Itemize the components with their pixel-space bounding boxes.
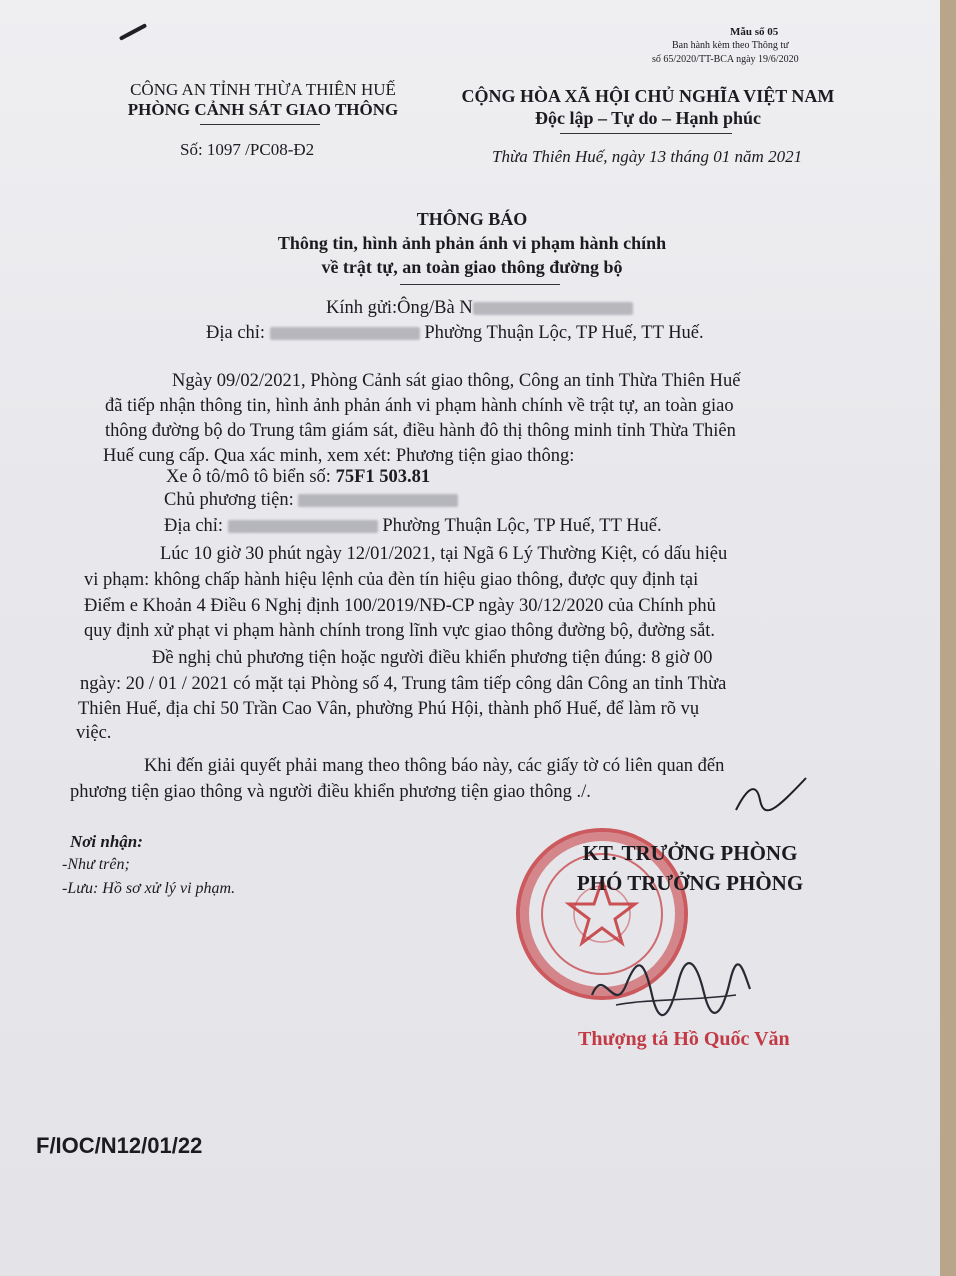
initial-mark [726, 770, 816, 820]
redacted-owner [298, 494, 458, 507]
footer-code: F/IOC/N12/01/22 [36, 1133, 203, 1158]
agency-line-1: CÔNG AN TỈNH THỪA THIÊN HUẾ [130, 80, 396, 99]
signature-block [540, 838, 840, 898]
recipient-item-1: -Như trên; [62, 856, 130, 873]
owner-address-line [164, 516, 662, 537]
pen-mark [119, 23, 147, 41]
body-p1-line-2: đã tiếp nhận thông tin, hình ảnh phản ánh vi phạm hành chính về trật tự, an toàn giao [105, 396, 734, 416]
title-underline [400, 284, 560, 285]
plate-label: Xe ô tô/mô tô biển số: [166, 467, 336, 487]
body-p2-line-2: vi phạm: không chấp hành hiệu lệnh của đèn tín hiệu giao thông, được quy định tại [84, 570, 699, 590]
agency-underline [200, 124, 320, 125]
country-line-1: CỘNG HÒA XÃ HỘI CHỦ NGHĨA VIỆT NAM [461, 86, 835, 106]
title-sub-2: về trật tự, an toàn giao thông đường bộ [321, 257, 623, 277]
owner-address-label: Địa chỉ: [164, 516, 224, 536]
form-number: Mẫu số 05 [730, 26, 779, 38]
addressee-address [206, 323, 704, 344]
agency-line-2: PHÒNG CẢNH SÁT GIAO THÔNG [127, 100, 399, 119]
redacted-address [270, 327, 420, 340]
body-p3-line-1: Đề nghị chủ phương tiện hoặc người điều khiển phương tiện đúng: 8 giờ 00 [152, 648, 713, 668]
body-p3-line-4: việc. [76, 723, 112, 743]
signature-title-2: PHÓ TRƯỞNG PHÒNG [576, 871, 804, 895]
address-tail: Phường Thuận Lộc, TP Huế, TT Huế. [424, 323, 704, 343]
owner-address-tail: Phường Thuận Lộc, TP Huế, TT Huế. [382, 516, 662, 536]
body-p1-line-4: Huế cung cấp. Qua xác minh, xem xét: Phương tiện giao thông: [103, 446, 575, 466]
body-p4-line-1: Khi đến giải quyết phải mang theo thông báo này, các giấy tờ có liên quan đến [144, 756, 725, 776]
plate-line [166, 467, 430, 488]
agency-header [108, 80, 418, 120]
owner-label: Chủ phương tiện: [164, 490, 294, 510]
title-main: THÔNG BÁO [416, 209, 528, 229]
body-p2-line-4: quy định xử phạt vi phạm hành chính trong lĩnh vực giao thông đường bộ, đường sắt. [84, 621, 716, 641]
form-note-line-1: Ban hành kèm theo Thông tư [672, 40, 789, 51]
address-label: Địa chỉ: [206, 323, 266, 343]
owner-line [164, 490, 458, 511]
body-p2-line-1: Lúc 10 giờ 30 phút ngày 12/01/2021, tại Ngã 6 Lý Thường Kiệt, có dấu hiệu [160, 544, 728, 564]
recipient-item-2: -Lưu: Hồ sơ xử lý vi phạm. [62, 880, 236, 897]
handwritten-signature [586, 955, 756, 1025]
signer-name: Thượng tá Hồ Quốc Văn [578, 1028, 790, 1050]
country-underline [560, 133, 732, 134]
form-note-line-2: số 65/2020/TT-BCA ngày 19/6/2020 [652, 54, 799, 65]
title-sub-1: Thông tin, hình ảnh phản ánh vi phạm hành chính [277, 233, 667, 253]
body-p3-line-3: Thiên Huế, địa chỉ 50 Trần Cao Vân, phường Phú Hội, thành phố Huế, để làm rõ vụ [78, 699, 700, 719]
place-date: Thừa Thiên Huế, ngày 13 tháng 01 năm 2021 [492, 147, 803, 166]
document-number: Số: 1097 /PC08-Đ2 [180, 140, 315, 159]
country-header [440, 85, 856, 129]
document-title [200, 207, 744, 279]
body-p1-line-3: thông đường bộ do Trung tâm giám sát, điều hành đô thị thông minh tỉnh Thừa Thiên [105, 421, 736, 441]
body-p2-line-3: Điểm e Khoản 4 Điều 6 Nghị định 100/2019/NĐ-CP ngày 30/12/2020 của Chính phủ [84, 596, 716, 616]
plate-value: 75F1 503.81 [335, 467, 431, 487]
redacted-owner-address [228, 520, 378, 533]
signature-title-1: KT. TRƯỞNG PHÒNG [582, 841, 798, 865]
addressee-greeting: Kính gửi:Ông/Bà N [326, 298, 473, 318]
country-line-2: Độc lập – Tự do – Hạnh phúc [534, 108, 762, 128]
recipients-heading: Nơi nhận: [70, 832, 143, 851]
addressee-line [326, 298, 633, 319]
body-p1-line-1: Ngày 09/02/2021, Phòng Cảnh sát giao thông, Công an tỉnh Thừa Thiên Huế [172, 371, 741, 391]
body-p3-line-2: ngày: 20 / 01 / 2021 có mặt tại Phòng số 4, Trung tâm tiếp công dân Công an tỉnh Thừa [80, 674, 727, 694]
redacted-name [473, 302, 633, 315]
body-p4-line-2: phương tiện giao thông và người điều khiển phương tiện giao thông ./. [70, 782, 591, 802]
